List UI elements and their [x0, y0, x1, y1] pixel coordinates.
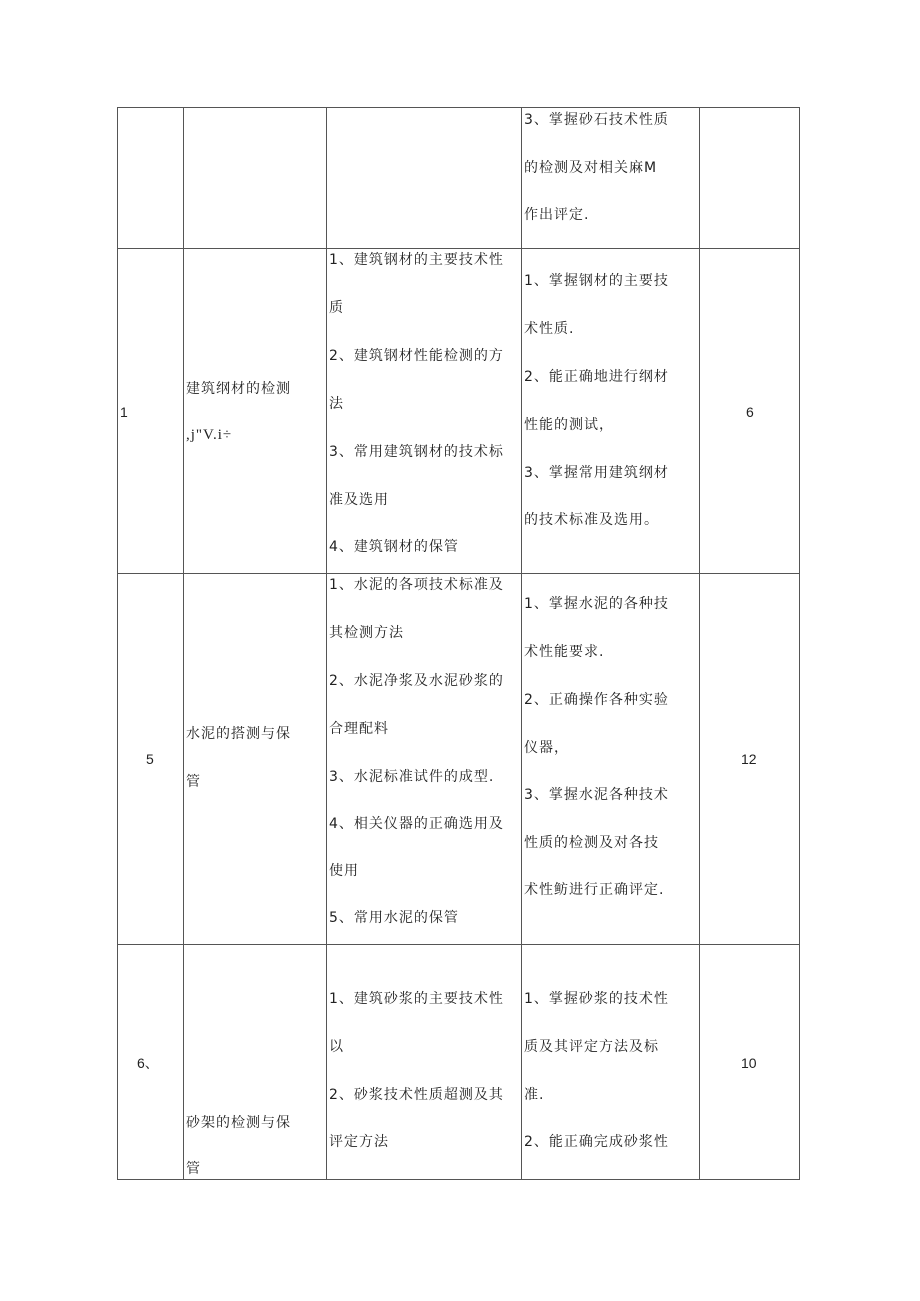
hours-value: 12 [741, 751, 757, 767]
hours-value: 6 [746, 404, 754, 420]
row-number: 1 [120, 404, 128, 420]
objective-line: 性质的检测及对各技 [524, 835, 659, 851]
objective-line: 准. [524, 1087, 545, 1103]
content-line: 法 [329, 396, 344, 412]
content-line: 1、建筑钢材的主要技术性 [329, 252, 504, 268]
objective-line: 术性鲂进行正确评定. [524, 882, 665, 898]
content-line: 2、水泥净浆及水泥砂浆的 [329, 673, 504, 689]
course-table [117, 107, 800, 1180]
objective-line: 1、掌握钢材的主要技 [524, 273, 669, 289]
table-row [118, 248, 799, 573]
content-line: 其检测方法 [329, 625, 404, 641]
content-line: 1、建筑砂浆的主要技术性 [329, 991, 504, 1007]
section-title: 水泥的搭测与保 [186, 726, 291, 742]
content-line: 5、常用水泥的保管 [329, 910, 459, 926]
content-line: 1、水泥的各项技术标准及 [329, 577, 504, 593]
objective-line: 术性能要求. [524, 644, 605, 660]
objective-line: 2、能正确完成砂浆性 [524, 1134, 669, 1150]
content-line: 评定方法 [329, 1134, 389, 1150]
objective-line: 3、掌握常用建筑纲材 [524, 465, 669, 481]
content-line: 以 [329, 1039, 344, 1055]
objective-line: 仪器， [524, 740, 569, 756]
table-row [118, 108, 799, 248]
table-row [118, 944, 799, 1180]
objective-line: 1、掌握水泥的各种技 [524, 596, 669, 612]
section-title: 砂架的检测与保 [186, 1115, 291, 1131]
content-line: 3、常用建筑钢材的技术标 [329, 444, 504, 460]
table-row [118, 573, 799, 944]
content-line: 4、建筑钢材的保管 [329, 539, 459, 555]
section-title: 管 [186, 1161, 201, 1177]
objective-line: 作出评定. [524, 207, 590, 223]
content-line: 质 [329, 300, 344, 316]
content-line: 准及选用 [329, 492, 389, 508]
objective-line: 术性质. [524, 321, 575, 337]
section-title: 建筑纲材的检测 [186, 381, 291, 397]
content-line: 4、相关仪器的正确选用及 [329, 816, 504, 832]
content-line: 2、砂浆技术性质超测及其 [329, 1087, 504, 1103]
objective-line: 2、正确操作各种实验 [524, 692, 669, 708]
section-title-extra: ,j"V.i÷ [186, 427, 233, 443]
content-line: 3、水泥标准试件的成型. [329, 769, 495, 785]
objective-line: 质及其评定方法及标 [524, 1039, 659, 1055]
row-number: 6、 [137, 1055, 159, 1071]
content-line: 2、建筑钢材性能检测的方 [329, 348, 504, 364]
objective-line: 的技术标准及选用。 [524, 512, 659, 528]
hours-value: 10 [741, 1055, 757, 1071]
content-line: 使用 [329, 863, 359, 879]
objective-line: 2、能正确地进行纲材 [524, 369, 669, 385]
objective-line: 3、掌握砂石技术性质 [524, 112, 669, 128]
objective-line: 性能的测试， [524, 417, 614, 433]
section-title: 管 [186, 774, 201, 790]
content-line: 合理配料 [329, 721, 389, 737]
objective-line: 3、掌握水泥各种技术 [524, 787, 669, 803]
row-number: 5 [146, 751, 154, 767]
objective-line: 1、掌握砂浆的技术性 [524, 991, 669, 1007]
objective-line: 的检测及对相关麻M [524, 160, 658, 176]
